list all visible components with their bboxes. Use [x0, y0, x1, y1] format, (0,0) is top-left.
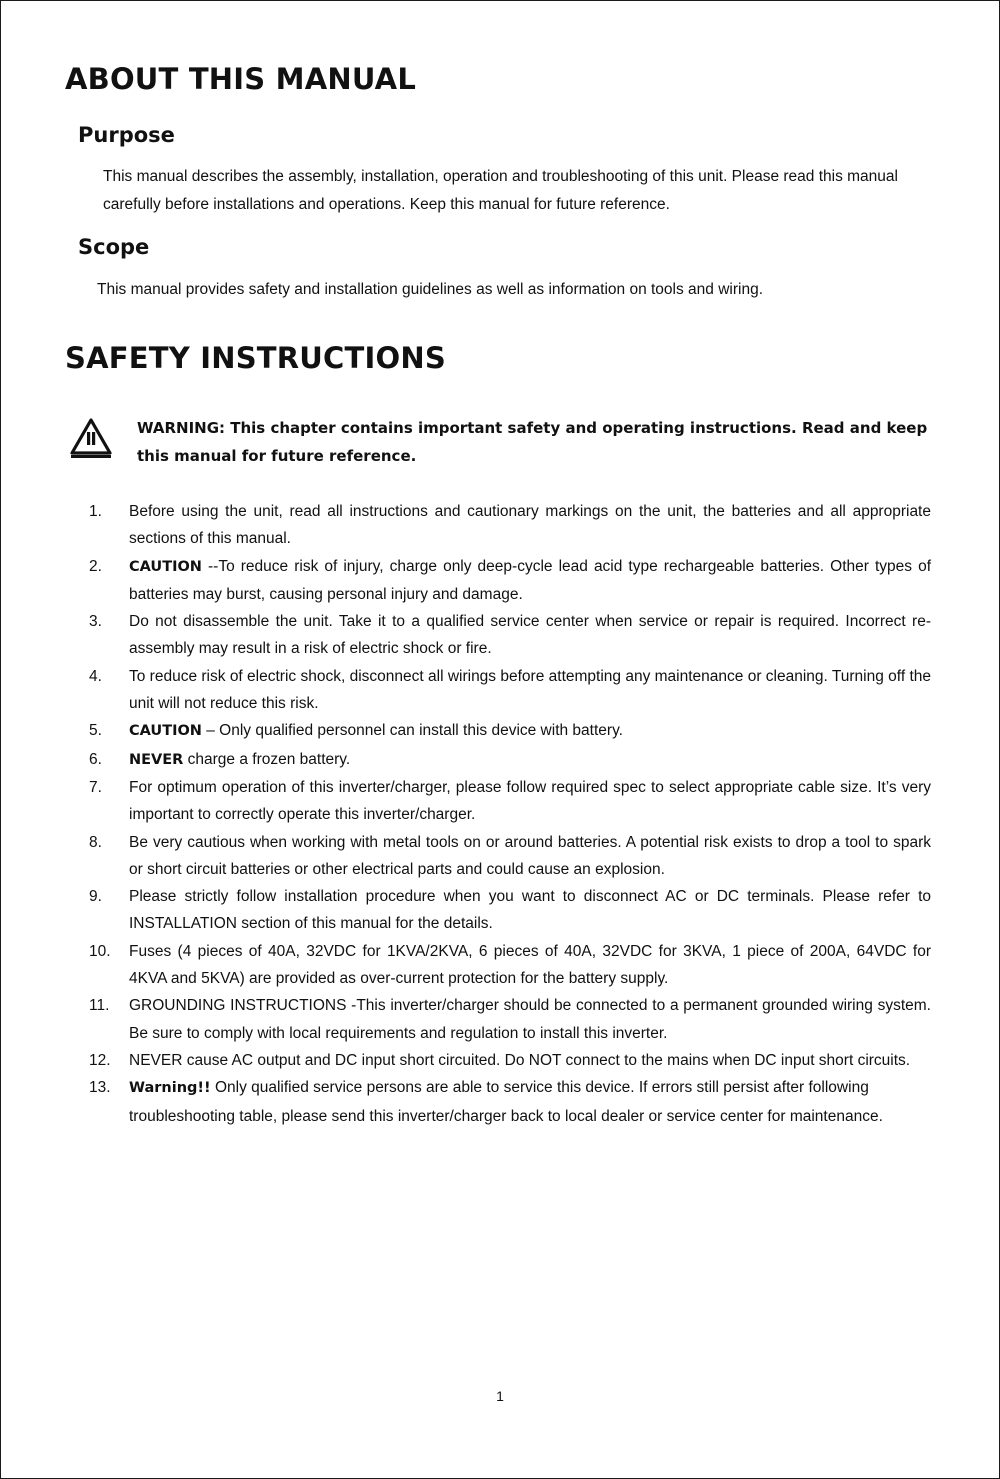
list-item-number: 9. — [89, 888, 102, 906]
purpose-heading: Purpose — [78, 123, 175, 147]
safety-instructions-list — [89, 498, 936, 1130]
list-item-number: 13. — [89, 1079, 111, 1097]
list-item — [89, 663, 936, 718]
list-item — [89, 992, 936, 1047]
list-item-number: 6. — [89, 750, 102, 768]
warning-text: WARNING: This chapter contains important safety and operating instructions. Read and keep this manual for future reference. — [137, 419, 928, 465]
list-item-text: Do not disassemble the unit. Take it to a qualified service center when service or repair is required. Incorrect re-assembly may result in a risk of electric shock or fire. — [129, 613, 931, 658]
list-item — [89, 746, 931, 774]
list-item-number: 11. — [89, 997, 110, 1015]
list-item — [89, 883, 936, 938]
list-item-text: Before using the unit, read all instructions and cautionary markings on the unit, the batteries and all appropriate sections of this manual. — [129, 503, 936, 548]
list-item-text: Fuses (4 pieces of 40A, 32VDC for 1KVA/2KVA, 6 pieces of 40A, 32VDC for 3KVA, 1 piece of 200A, 64VDC for 4KVA and 5KVA) are provided as over-current protection for the battery supply. — [129, 942, 936, 988]
list-item-text: --To reduce risk of injury, charge only deep-cycle lead acid type rechargeable batteries. Other types of batteries may burst, causing personal injury and damage. — [129, 557, 936, 603]
list-item-text: Please strictly follow installation procedure when you want to disconnect AC or DC terminals. Please refer to INSTALLATION section of this manual for the details. — [129, 888, 936, 933]
purpose-text: This manual describes the assembly, installation, operation and troubleshooting of this unit. Please read this manual carefully before installations and operations. Keep this manual for future reference. — [103, 168, 898, 213]
list-item-emphasis: CAUTION — [129, 723, 202, 740]
scope-heading: Scope — [78, 235, 150, 259]
list-item-number: 3. — [89, 613, 102, 631]
list-item-text: NEVER cause AC output and DC input short circuited. Do NOT connect to the mains when DC input short circuits. — [129, 1051, 911, 1069]
list-item-text: For optimum operation of this inverter/charger, please follow required spec to select appropriate cable size. It’s very important to correctly operate this inverter/charger. — [129, 778, 936, 824]
safety-instructions-title: SAFETY INSTRUCTIONS — [65, 341, 446, 375]
list-item-text: charge a frozen battery. — [183, 750, 351, 768]
scope-text: This manual provides safety and installation guidelines as well as information on tools and wiring. — [97, 281, 764, 298]
list-item-number: 2. — [89, 557, 102, 575]
about-manual-title: ABOUT THIS MANUAL — [65, 62, 417, 96]
list-item — [89, 938, 936, 993]
list-item-text: Be very cautious when working with metal tools on or around batteries. A potential risk exists to drop a tool to spark or short circuit batteries or other electrical parts and could cause an explosion. — [129, 833, 936, 878]
list-item — [89, 553, 936, 609]
list-item — [89, 608, 931, 663]
list-item-emphasis: Warning!! — [129, 1080, 211, 1097]
list-item-number: 10. — [89, 942, 111, 960]
list-item-number: 12. — [89, 1051, 111, 1069]
list-item-emphasis: CAUTION — [129, 558, 202, 575]
list-item-number: 5. — [89, 722, 102, 740]
list-item — [89, 829, 936, 884]
page-number: 1 — [496, 1388, 504, 1404]
list-item — [89, 774, 936, 829]
list-item-number: 8. — [89, 833, 102, 851]
list-item — [89, 1074, 931, 1130]
list-item — [89, 1047, 931, 1074]
list-item-text: To reduce risk of electric shock, disconnect all wirings before attempting any maintenance or cleaning. Turning off the unit will not reduce this risk. — [129, 667, 936, 713]
list-item-text: GROUNDING INSTRUCTIONS -This inverter/charger should be connected to a permanent grounded wiring system. Be sure to comply with local requirements and regulation to install this inverter. — [129, 997, 936, 1042]
list-item — [89, 717, 931, 745]
list-item — [89, 498, 936, 553]
warning-triangle-icon — [69, 417, 113, 459]
list-item-number: 7. — [89, 778, 102, 796]
list-item-text: Only qualified service persons are able to service this device. If errors still persist after following troubleshooting table, please send this inverter/charger back to local dealer or service center for maintenance. — [129, 1079, 883, 1125]
list-item-emphasis: NEVER — [129, 751, 184, 768]
list-item-text: – Only qualified personnel can install this device with battery. — [201, 722, 623, 740]
list-item-number: 1. — [89, 503, 102, 520]
list-item-number: 4. — [89, 667, 102, 685]
